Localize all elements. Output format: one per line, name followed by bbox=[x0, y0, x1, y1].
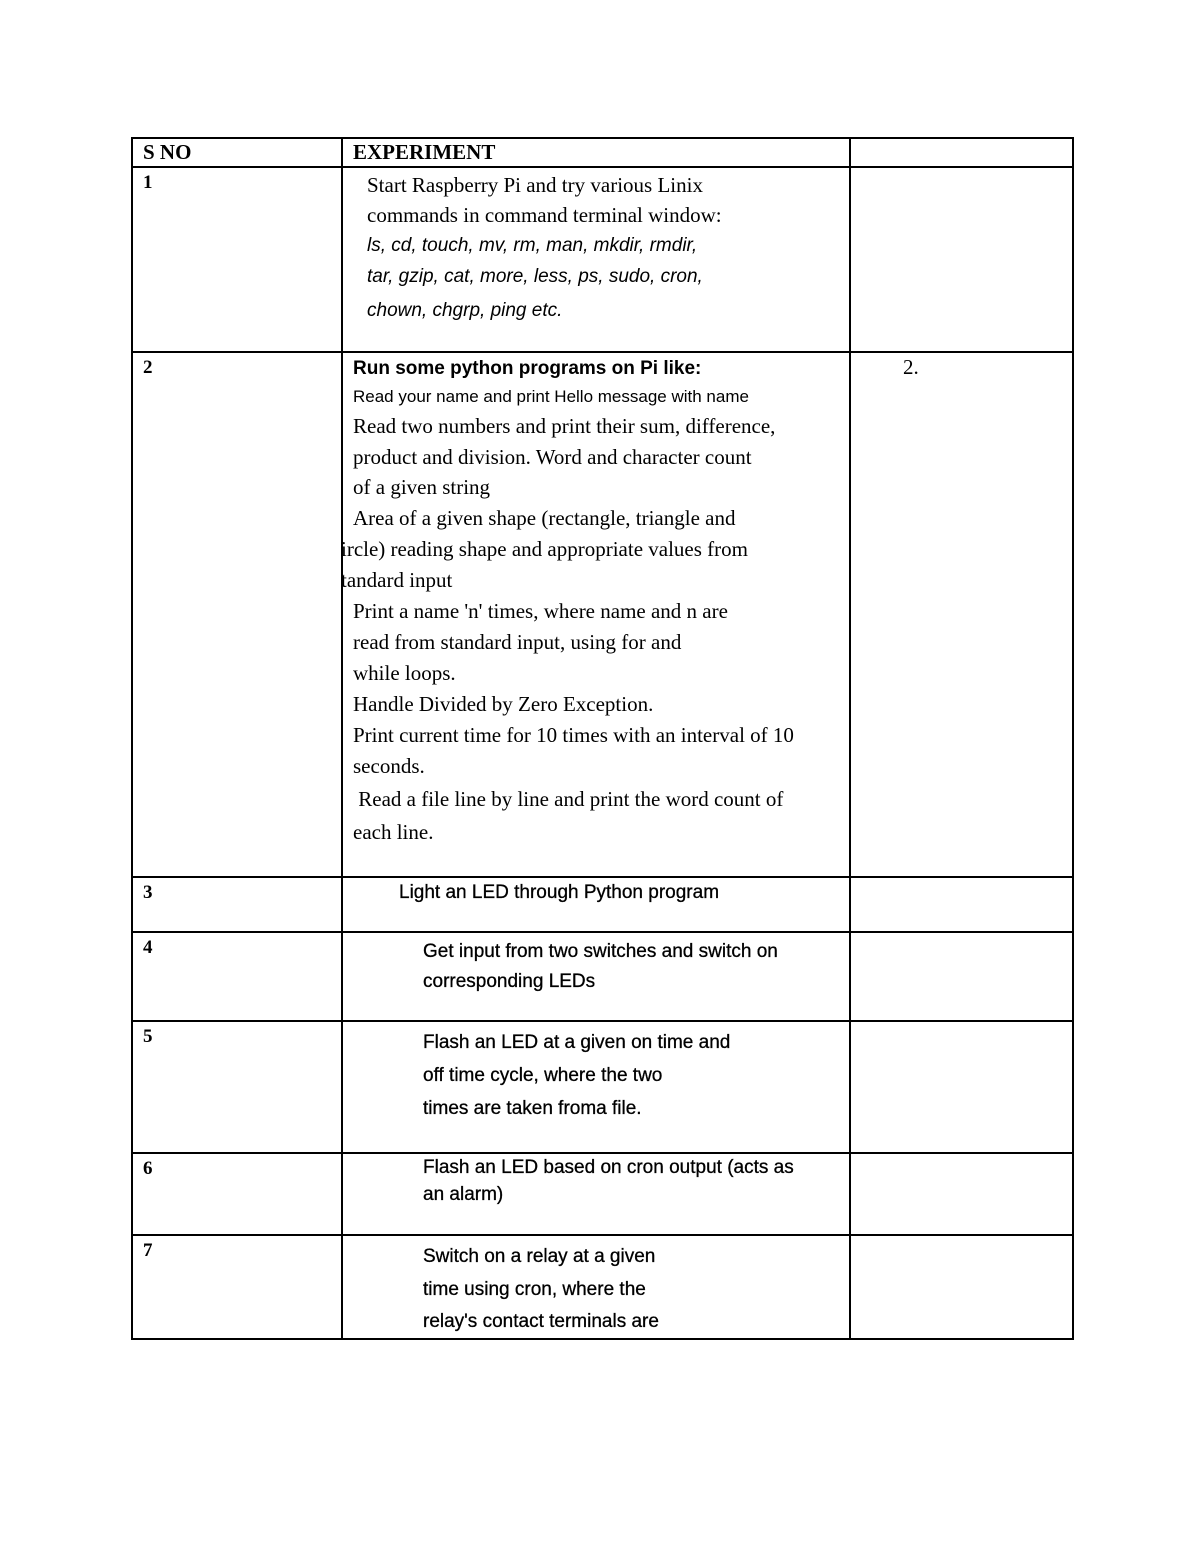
table-row bbox=[132, 932, 1073, 1021]
experiment-line: Flash an LED based on cron output (acts as bbox=[423, 1157, 794, 1178]
experiment-line: tar, gzip, cat, more, less, ps, sudo, cron, bbox=[367, 266, 703, 287]
experiment-line: Read your name and print Hello message with name bbox=[353, 387, 749, 406]
table-row bbox=[132, 167, 1073, 352]
experiment-line: Get input from two switches and switch on bbox=[423, 941, 778, 962]
experiment-line: Read a file line by line and print the word count of bbox=[353, 787, 784, 811]
third-cell-text: 2. bbox=[903, 355, 919, 379]
table-row bbox=[132, 877, 1073, 932]
table-header-row bbox=[132, 138, 1073, 167]
experiment-line: read from standard input, using for and bbox=[353, 630, 682, 654]
third-cell bbox=[850, 1235, 1073, 1339]
experiment-line: Flash an LED at a given on time and bbox=[423, 1032, 731, 1053]
experiment-cell bbox=[342, 167, 850, 352]
experiment-line: of a given string bbox=[353, 475, 491, 499]
experiment-line: Light an LED through Python program bbox=[399, 882, 720, 903]
experiment-line: Run some python programs on Pi like: bbox=[353, 358, 702, 379]
experiment-line: each line. bbox=[353, 820, 434, 844]
table-row bbox=[132, 1235, 1073, 1339]
experiment-line: ls, cd, touch, mv, rm, man, mkdir, rmdir, bbox=[367, 235, 698, 256]
experiment-line: chown, chgrp, ping etc. bbox=[367, 300, 563, 321]
third-cell bbox=[850, 877, 1073, 932]
experiment-line: Start Raspberry Pi and try various Linix bbox=[367, 173, 703, 197]
experiment-line: Print a name 'n' times, where name and n are bbox=[353, 599, 728, 623]
experiment-line: off time cycle, where the two bbox=[423, 1065, 663, 1086]
experiment-cell bbox=[342, 1021, 850, 1153]
experiment-line: seconds. bbox=[353, 754, 425, 778]
table-row bbox=[132, 1153, 1073, 1235]
third-cell bbox=[850, 1153, 1073, 1235]
experiment-table bbox=[131, 137, 1074, 1340]
row-sno: 4 bbox=[132, 932, 342, 1021]
table-row bbox=[132, 1021, 1073, 1153]
experiment-line: tandard input bbox=[341, 568, 453, 592]
third-cell bbox=[850, 352, 1073, 877]
experiment-line: while loops. bbox=[353, 661, 456, 685]
header-experiment: EXPERIMENT bbox=[342, 138, 850, 167]
experiment-line: Read two numbers and print their sum, difference, bbox=[353, 414, 776, 438]
row-sno: 2 bbox=[132, 352, 342, 877]
row-sno: 3 bbox=[132, 877, 342, 932]
table-row bbox=[132, 352, 1073, 877]
experiment-line: relay's contact terminals are bbox=[423, 1311, 659, 1332]
experiment-line: Print current time for 10 times with an interval of 10 bbox=[353, 723, 794, 747]
experiment-line: times are taken froma file. bbox=[423, 1098, 642, 1119]
experiment-cell bbox=[342, 1153, 850, 1235]
experiment-line: ircle) reading shape and appropriate values from bbox=[341, 537, 748, 561]
experiment-line: time using cron, where the bbox=[423, 1279, 646, 1300]
row-sno: 6 bbox=[132, 1153, 342, 1235]
third-cell bbox=[850, 932, 1073, 1021]
experiment-line: commands in command terminal window: bbox=[367, 203, 722, 227]
row-sno: 7 bbox=[132, 1235, 342, 1339]
third-cell bbox=[850, 167, 1073, 352]
experiment-cell bbox=[342, 1235, 850, 1339]
experiment-cell bbox=[342, 877, 850, 932]
experiment-cell bbox=[342, 352, 850, 877]
experiment-cell bbox=[342, 932, 850, 1021]
experiment-line: an alarm) bbox=[423, 1184, 504, 1205]
third-cell bbox=[850, 1021, 1073, 1153]
experiment-line: Handle Divided by Zero Exception. bbox=[353, 692, 654, 716]
header-sno: S NO bbox=[132, 138, 342, 167]
experiment-line: product and division. Word and character count bbox=[353, 445, 752, 469]
row-sno: 5 bbox=[132, 1021, 342, 1153]
header-third bbox=[850, 138, 1073, 167]
row-sno: 1 bbox=[132, 167, 342, 352]
experiment-line: Area of a given shape (rectangle, triangle and bbox=[353, 506, 736, 530]
experiment-line: corresponding LEDs bbox=[423, 971, 596, 992]
experiment-line: Switch on a relay at a given bbox=[423, 1246, 656, 1267]
